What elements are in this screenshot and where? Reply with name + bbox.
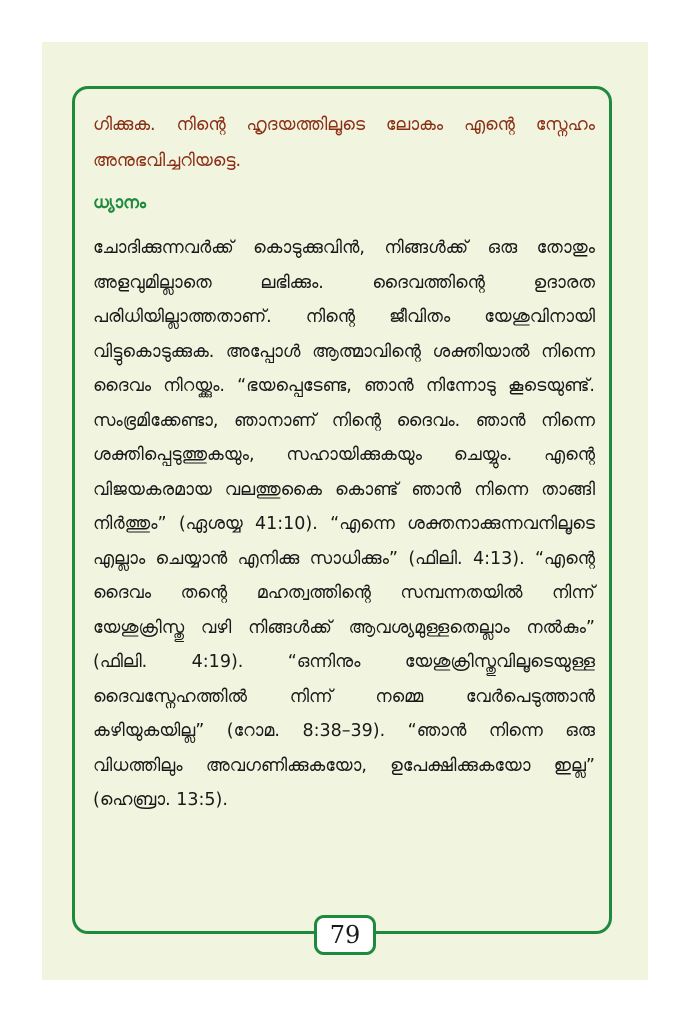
book-page <box>42 42 648 980</box>
page-number: 79 <box>314 915 376 955</box>
content-frame <box>72 86 612 934</box>
intro-paragraph: ഗിക്കുക. നിന്റെ ഹൃദയത്തിലൂടെ ലോകം എന്റെ സ്നേഹം അനുഭവിച്ചറിയട്ടെ. <box>93 115 595 171</box>
meditation-paragraph: ചോദിക്കുന്നവർക്ക് കൊടുക്കുവിൻ, നിങ്ങൾക്ക് ഒരു തോതും അളവുമില്ലാതെ ലഭിക്കും. ദൈവത്തിന്റെ ഉദാരത പരിധിയില്ലാത്തതാണ്. നിന്റെ ജീവിതം യേശുവിനായി വിട്ടുകൊടുക്കുക. അപ്പോൾ ആത്മാവിന്റെ ശക്തിയാൽ നിന്നെ ദൈവം നിറയ്ക്കും. “ഭയപ്പെടേണ്ട, ഞാൻ നിന്നോടു കൂടെയുണ്ട്. സംഭ്രമിക്കേണ്ടാ, ഞാനാണ് നിന്റെ ദൈവം. ഞാൻ നിന്നെ ശക്തിപ്പെടുത്തുകയും, സഹായിക്കുകയും ചെയ്യും. എന്റെ വിജയകരമായ വലത്തുകൈ കൊണ്ട് ഞാൻ നിന്നെ താങ്ങി നിർത്തും” (ഏശയ്യ 41:10). “എന്നെ ശക്തനാക്കുന്നവനിലൂടെ എല്ലാം ചെയ്യാൻ എനിക്കു സാധിക്കും” (ഫിലി. 4:13). “എന്റെ ദൈവം തന്റെ മഹത്വത്തിന്റെ സമ്പന്നതയിൽ നിന്ന് യേശുക്രിസ്തു വഴി നിങ്ങൾക്ക് ആവശ്യമുള്ളതെല്ലാം നൽകും” (ഫിലി. 4:19). “ഒന്നിനും യേശുക്രിസ്തുവിലൂടെയുള്ള ദൈവസ്നേഹത്തിൽ നിന്ന് നമ്മെ വേർപെടുത്താൻ കഴിയുകയില്ല” (റോമ. 8:38–39). “ഞാൻ നിന്നെ ഒരു വിധത്തിലും അവഗണിക്കുകയോ, ഉപേക്ഷിക്കുകയോ ഇല്ല” (ഹെബ്രാ. 13:5). <box>93 238 595 810</box>
section-heading: ധ്യാനം <box>93 193 146 213</box>
page-content <box>93 107 595 818</box>
